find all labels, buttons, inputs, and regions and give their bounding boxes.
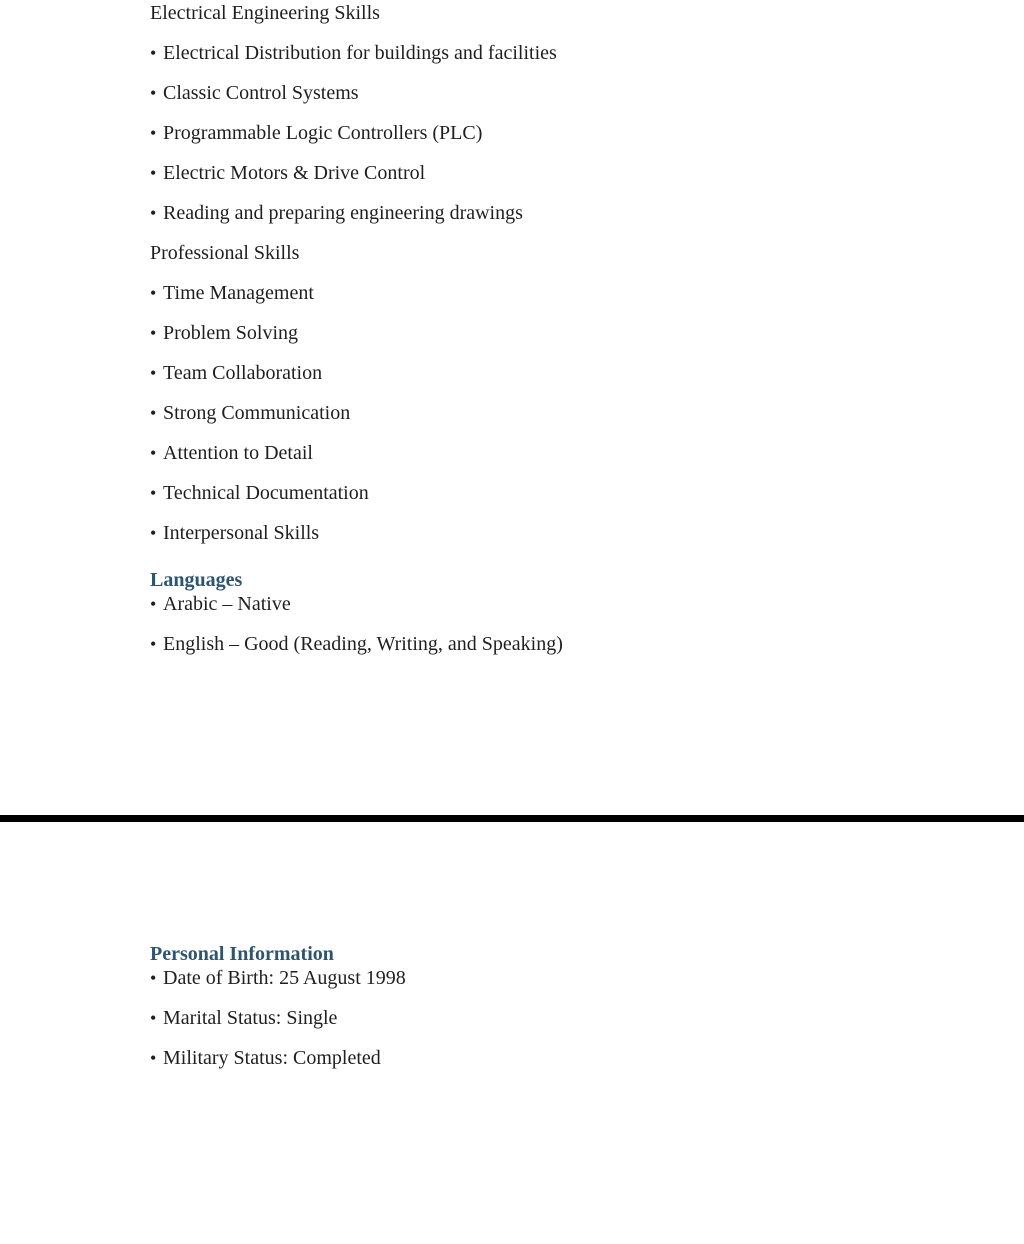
technical-skills-title: Electrical Engineering Skills — [150, 2, 380, 24]
list-item-text: Technical Documentation — [163, 482, 369, 504]
list-item — [150, 161, 964, 185]
bullet-icon: • — [150, 43, 157, 63]
list-item — [150, 81, 964, 105]
list-item — [150, 401, 964, 425]
personal-information-heading: Personal Information — [150, 943, 334, 965]
list-item-text: Team Collaboration — [163, 362, 323, 384]
bullet-icon: • — [150, 123, 157, 143]
bullet-icon: • — [150, 363, 157, 383]
list-item-text: Electrical Distribution for buildings and facilities — [163, 42, 557, 64]
bullet-icon: • — [150, 403, 157, 423]
list-item — [150, 481, 964, 505]
list-item — [150, 632, 964, 656]
list-item-text: Strong Communication — [163, 402, 351, 424]
list-item-text: Time Management — [163, 282, 314, 304]
list-item — [150, 966, 964, 990]
bullet-icon: • — [150, 1048, 157, 1068]
list-item-text: English – Good (Reading, Writing, and Speaking) — [163, 633, 563, 655]
list-item-text: Attention to Detail — [163, 442, 313, 464]
list-item — [150, 321, 964, 345]
bullet-icon: • — [150, 483, 157, 503]
bullet-icon: • — [150, 594, 157, 614]
list-item-text: Marital Status: Single — [163, 1007, 338, 1029]
list-item — [150, 281, 964, 305]
bullet-icon: • — [150, 634, 157, 654]
list-item-text: Electric Motors & Drive Control — [163, 162, 426, 184]
bullet-icon: • — [150, 968, 157, 988]
list-item-text: Military Status: Completed — [163, 1047, 381, 1069]
list-item — [150, 41, 964, 65]
professional-skills-title: Professional Skills — [150, 242, 300, 264]
list-item — [150, 121, 964, 145]
bullet-icon: • — [150, 323, 157, 343]
list-item-text: Programmable Logic Controllers (PLC) — [163, 122, 483, 144]
list-item — [150, 201, 964, 225]
bullet-icon: • — [150, 283, 157, 303]
bullet-icon: • — [150, 1008, 157, 1028]
bullet-icon: • — [150, 83, 157, 103]
list-item — [150, 361, 964, 385]
list-item — [150, 592, 964, 616]
list-item — [150, 441, 964, 465]
list-item-text: Interpersonal Skills — [163, 522, 320, 544]
list-item-text: Reading and preparing engineering drawings — [163, 202, 523, 224]
list-item-text: Problem Solving — [163, 322, 299, 344]
list-item-text: Date of Birth: 25 August 1998 — [163, 967, 406, 989]
languages-heading: Languages — [150, 569, 243, 591]
list-item-text: Classic Control Systems — [163, 82, 359, 104]
bullet-icon: • — [150, 443, 157, 463]
list-item — [150, 521, 964, 545]
list-item — [150, 1046, 964, 1070]
bullet-icon: • — [150, 523, 157, 543]
list-item-text: Arabic – Native — [163, 593, 291, 615]
resume-page-2 — [0, 822, 1024, 1244]
bullet-icon: • — [150, 203, 157, 223]
bullet-icon: • — [150, 163, 157, 183]
list-item — [150, 1006, 964, 1030]
page-break-line — [0, 815, 1024, 822]
